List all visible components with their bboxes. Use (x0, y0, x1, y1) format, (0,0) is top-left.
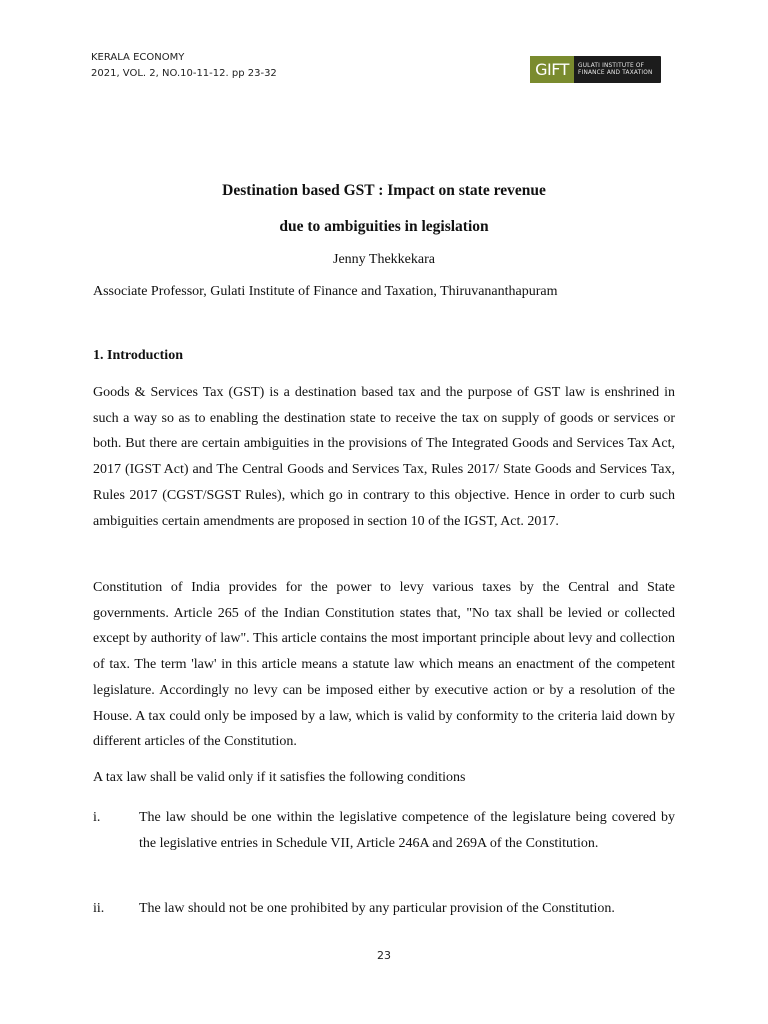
journal-name: KERALA ECONOMY (91, 52, 185, 63)
condition-text: The law should not be one prohibited by any particular provision of the Constitution. (139, 901, 615, 916)
page-number: 23 (377, 949, 391, 962)
condition-item (93, 896, 675, 922)
journal-header (91, 50, 277, 82)
condition-number: ii. (93, 901, 105, 916)
paragraph-conditions-lead: A tax law shall be valid only if it satisfies the following conditions (93, 770, 466, 785)
paragraph-constitution: Constitution of India provides for the power to levy various taxes by the Central and State governments. Article 265 of the Indian Constitution states that, "No tax shall be levied or collected except by authority of law". This article contains the most important principle about levy and collection of tax. The term 'law' in this article means a statute law which means an enactment of the competent legislature. Accordingly no levy can be imposed either by executive action or by a resolution of the House. A tax could only be imposed by a law, which is valid by conformity to the criteria laid down by different articles of the Constitution. (93, 580, 675, 750)
condition-item (93, 805, 675, 856)
condition-number: i. (93, 810, 101, 825)
logo-line-2: FINANCE AND TAXATION (578, 69, 653, 76)
section-heading: 1. Introduction (93, 348, 183, 363)
gift-logo (530, 56, 661, 83)
article-title-line-2: due to ambiguities in legislation (279, 218, 489, 235)
journal-citation: 2021, VOL. 2, NO.10-11-12. pp 23-32 (91, 68, 277, 79)
author-name: Jenny Thekkekara (333, 252, 435, 267)
logo-line-1: GULATI INSTITUTE OF (578, 62, 645, 69)
condition-text: The law should be one within the legislative competence of the legislature being covered by the legislative entries in Schedule VII, Article 246A and 269A of the Constitution. (139, 810, 675, 851)
author-affiliation: Associate Professor, Gulati Institute of Finance and Taxation, Thiruvananthapuram (93, 284, 558, 299)
paragraph-intro: Goods & Services Tax (GST) is a destination based tax and the purpose of GST law is enshrined in such a way so as to enabling the destination state to receive the tax on supply of goods or services or both. But there are certain ambiguities in the provisions of The Integrated Goods and Services Tax Act, 2017 (IGST Act) and The Central Goods and Services Tax, Rules 2017/ State Goods and Services Tax, Rules 2017 (CGST/SGST Rules), which go in contrary to this objective. Hence in order to curb such ambiguities certain amendments are proposed in section 10 of the IGST, Act. 2017. (93, 385, 675, 529)
logo-mark: GIFT (530, 56, 574, 83)
logo-text (574, 63, 653, 77)
article-title-line-1: Destination based GST : Impact on state revenue (222, 182, 546, 199)
